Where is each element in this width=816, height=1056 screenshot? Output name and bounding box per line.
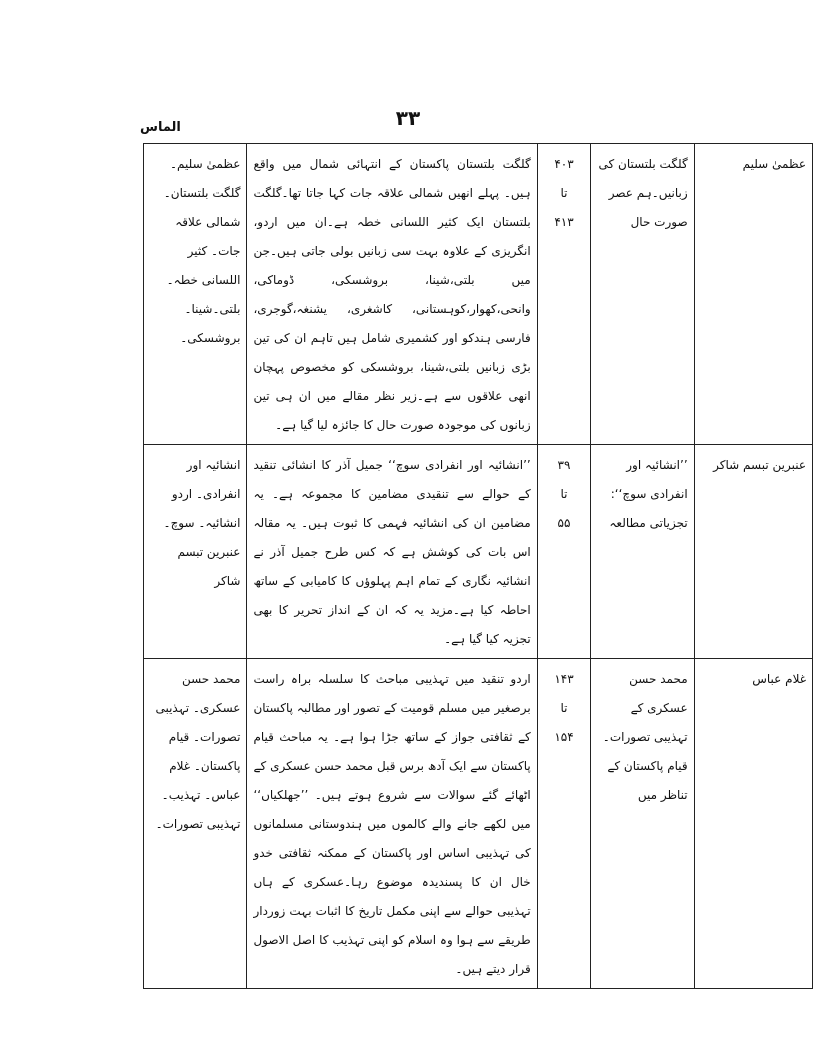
title-cell: محمد حسن عسکری کے تہذیبی تصورات۔ قیام پاکستان کے تناظر میں xyxy=(591,659,694,989)
page-to: ۵۵ xyxy=(557,516,571,530)
page-to: ۱۵۴ xyxy=(554,730,574,744)
table-row xyxy=(144,445,813,659)
table-row xyxy=(144,659,813,989)
author-cell: غلام عباس xyxy=(694,659,812,989)
title-cell: گلگت بلتستان کی زبانیں۔ہم عصر صورت حال xyxy=(591,144,694,445)
keywords-cell: محمد حسن عسکری۔ تہذیبی تصورات۔ قیام پاکستان۔ غلام عباس۔ تہذیب۔ تہذیبی تصورات۔ xyxy=(144,659,247,989)
keywords-cell: عظمیٰ سلیم۔ گلگت بلتستان۔ شمالی علاقہ جات۔ کثیر اللسانی خطہ۔ بلتی۔شینا۔ بروشسکی۔ xyxy=(144,144,247,445)
journal-name: الماس xyxy=(140,120,181,135)
page-to: ۴۱۳ xyxy=(554,215,574,229)
page-number: ۳۳ xyxy=(395,106,421,130)
abstract-cell: ’’انشائیہ اور انفرادی سوچ‘‘ جمیل آذر کا انشائی تنقید کے حوالے سے تنقیدی مضامین کا مجموعہ ہے۔ یہ مضامین ان کی انشائیہ فہمی کا ثبوت ہیں۔ یہ مقالہ اس بات کی کوشش ہے کہ کس طرح جمیل آذر نے انشائیہ نگاری کے تمام اہم پہلوؤں کا کامیابی کے ساتھ احاطہ کیا ہے۔مزید یہ کہ ان کے انداز تحریر کا بھی تجزیہ کیا گیا ہے۔ xyxy=(247,445,537,659)
keywords-cell: انشائیہ اور انفرادی۔ اردو انشائیہ۔ سوچ۔ عنبرین تبسم شاکر xyxy=(144,445,247,659)
author-cell: عنبرین تبسم شاکر xyxy=(694,445,812,659)
page-from: ۳۹ xyxy=(557,458,571,472)
author-cell: عظمیٰ سلیم xyxy=(694,144,812,445)
article-index-table xyxy=(143,143,813,989)
page-to-label: تا xyxy=(560,487,568,501)
pages-cell xyxy=(537,144,591,445)
abstract-cell: اردو تنقید میں تہذیبی مباحث کا سلسلہ براہ راست برصغیر میں مسلم قومیت کے تصور اور مطالبہ پاکستان کے ثقافتی جواز کے ساتھ جڑا ہوا ہے۔ یہ مباحث قیام پاکستان سے ایک آدھ برس قبل محمد حسن عسکری کے اٹھائے گئے سوالات سے شروع ہوتے ہیں۔ ’’جھلکیاں‘‘ میں لکھے جانے والے کالموں میں ہندوستانی مسلمانوں کی تہذیبی اساس اور پاکستان کے ممکنہ ثقافتی خدو خال ان کا پسندیدہ موضوع رہا۔عسکری کے ہاں تہذیبی حوالے سے اپنی مکمل تاریخ کا اثبات بہت زوردار طریقے سے ہوا وہ اسلام کو اپنی تہذیب کا اصل الاصول قرار دیتے ہیں۔ xyxy=(247,659,537,989)
pages-cell xyxy=(537,659,591,989)
page-to-label: تا xyxy=(560,186,568,200)
title-cell: ’’انشائیہ اور انفرادی سوچ‘‘: تجزیاتی مطالعہ xyxy=(591,445,694,659)
page-to-label: تا xyxy=(560,701,568,715)
page-from: ۴۰۳ xyxy=(554,157,574,171)
pages-cell xyxy=(537,445,591,659)
page-from: ۱۴۳ xyxy=(554,672,574,686)
abstract-cell: گلگت بلتستان پاکستان کے انتہائی شمال میں واقع ہیں۔ پہلے انھیں شمالی علاقہ جات کہا جاتا تھا۔گلگت بلتستان ایک کثیر اللسانی خطہ ہے۔ان میں اردو، انگریزی کے علاوہ بہت سی زبانیں بولی جاتی ہیں۔جن میں بلتی،شینا، بروشسکی، ڈوماکی، وانحی،کھوار،کوہستانی، کاشغری، یشنغہ،گوجری، فارسی ہندکو اور کشمیری شامل ہیں تاہم ان کی تین بڑی زبانیں بلتی،شینا، بروشسکی کو مخصوص پہچان انھی علاقوں سے ہے۔زیر نظر مقالے میں ان ہی تین زبانوں کی موجودہ صورت حال کا جائزہ لیا گیا ہے۔ xyxy=(247,144,537,445)
table-row xyxy=(144,144,813,445)
